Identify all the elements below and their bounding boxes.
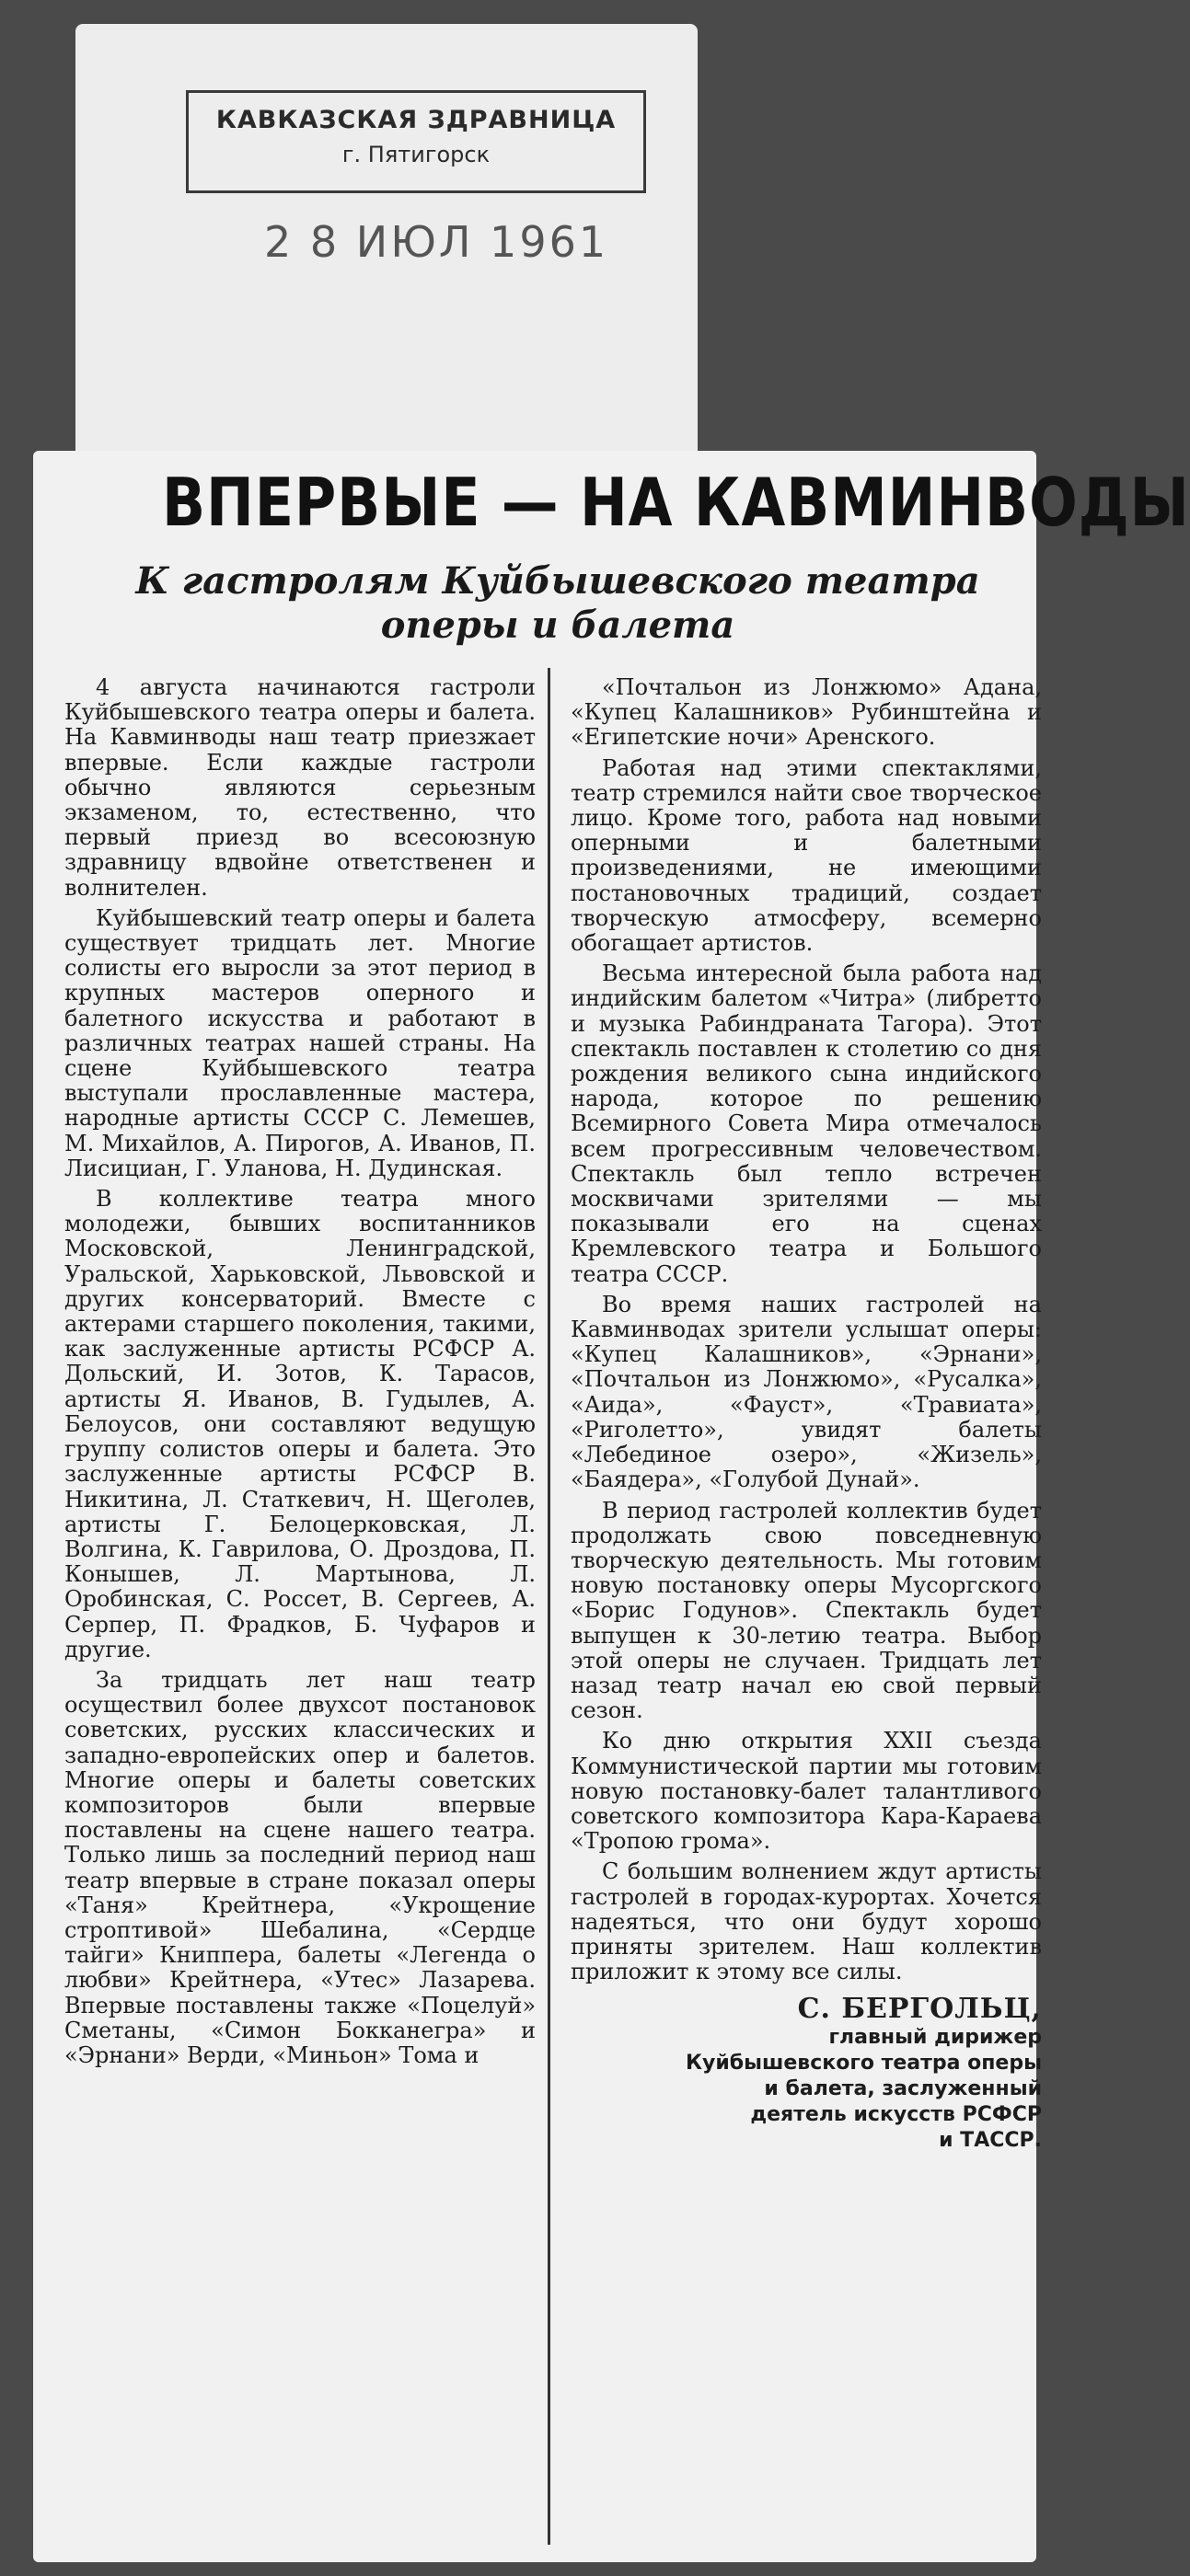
paragraph: Работая над этими спектаклями, театр стремился найти свое творческое лицо. Кроме того, работа над новыми оперными и балетными произведениями, не имеющими постановочных традиций, создает творческую атмосферу, всемерно обогащает артистов. <box>571 754 1042 957</box>
paragraph: «Почтальон из Лонжюмо» Адана, «Купец Калашников» Рубинштейна и «Египетские ночи» Аренского. <box>571 674 1042 751</box>
paragraph: С большим волнением ждут артисты гастролей в городах-курортах. Хочется надеяться, что они будут хорошо приняты зрителем. Наш коллектив приложит к этому все силы. <box>571 1858 1042 1985</box>
stamp-newspaper-name: КАВКАЗСКАЯ ЗДРАВНИЦА <box>215 106 617 134</box>
paragraph: В коллективе театра много молодежи, бывших воспитанников Московской, Ленинградской, Уральской, Харьковской, Львовской и других консерваторий. Вместе с актерами старшего поколения, такими, как заслуженные артисты РСФСР А. Дольский, И. Зотов, К. Тарасов, артисты Я. Иванов, В. Гудылев, А. Белоусов, они составляют ведущую группу солистов оперы и балета. Это заслуженные артисты РСФСР В. Никитина, Л. Статкевич, Н. Щеголев, артисты Г. Белоцерковская, Л. Волгина, К. Гаврилова, О. Дроздова, П. Конышев, Л. Мартынова, Л. Оробинская, С. Россет, В. Сергеев, А. Серпер, П. Фрадков, Б. Чуфаров и другие. <box>64 1186 536 1662</box>
author-signature <box>571 1994 1042 2154</box>
paragraph: Ко дню открытия XXII съезда Коммунистической партии мы готовим новую постановку-балет талантливого советского композитора Кара-Караева «Тропою грома». <box>571 1728 1042 1855</box>
paragraph: 4 августа начинаются гастроли Куйбышевского театра оперы и балета. На Кавминводы наш театр приезжает впервые. Если каждые гастроли обычно являются серьезным экзаменом, то, естественно, что первый приезд во всесоюзную здравницу вдвойне ответственен и волнителен. <box>64 674 536 901</box>
newspaper-stamp <box>186 90 646 193</box>
column-divider <box>548 668 550 2545</box>
paragraph: В период гастролей коллектив будет продолжать свою повседневную творческую деятельность. Мы готовим новую постановку оперы Мусоргского «Борис Годунов». Спектакль будет выпущен к 30-летию театра. Выбор этой оперы не случаен. Тридцать лет назад театр начал ею свой первый сезон. <box>571 1497 1042 1724</box>
paragraph: Во время наших гастролей на Кавминводах зрители услышат оперы: «Купец Калашников», «Эрнани», «Почтальон из Лонжюмо», «Русалка», «Аида», «Фауст», «Травиата», «Риголетто», увидят балеты «Лебединое озеро», «Жизель», «Баядера», «Голубой Дунай». <box>571 1291 1042 1493</box>
article-subheadline: К гастролям Куйбышевского театра оперы и балета <box>135 559 980 647</box>
left-column <box>64 675 536 2534</box>
newspaper-clipping <box>33 451 1190 2562</box>
paragraph: За тридцать лет наш театр осуществил более двухсот постановок советских, русских классических и западно-европейских опер и балетов. Многие оперы и балеты советских композиторов были впервые поставлены на сцене нашего театра. Только лишь за последний период наш театр впервые в стране показал оперы «Таня» Крейтнера, «Укрощение строптивой» Шебалина, «Сердце тайги» Книппера, балеты «Легенда о любви» Крейтнера, «Утес» Лазарева. Впервые поставлены также «Поцелуй» Сметаны, «Симон Бокканегра» и «Эрнани» Верди, «Миньон» Тома и <box>64 1666 536 2068</box>
right-column <box>571 675 1042 2534</box>
stamp-city: г. Пятигорск <box>341 142 491 167</box>
author-title: главный дирижер Куйбышевского театра оперы и балета, заслуженный деятель искусств РСФСР и ТАССР. <box>686 2026 1042 2153</box>
author-name: С. БЕРГОЛЬЦ, <box>797 1993 1042 2026</box>
stamp-card <box>75 24 698 484</box>
stamp-date: 2 8 ИЮЛ 1961 <box>264 217 609 267</box>
paragraph: Куйбышевский театр оперы и балета существует тридцать лет. Многие солисты его выросли за этот период в крупных мастеров оперного и балетного искусства и работают в различных театрах нашей страны. На сцене Куйбышевского театра выступали прославленные мастера, народные артисты СССР С. Лемешев, М. Михайлов, А. Пирогов, А. Иванов, П. Лисициан, Г. Уланова, Н. Дудинская. <box>64 904 536 1181</box>
article-headline: ВПЕРВЫЕ — НА КАВМИНВОДЫ <box>162 464 1190 541</box>
paragraph: Весьма интересной была работа над индийским балетом «Читра» (либретто и музыка Рабиндраната Тагора). Этот спектакль поставлен к столетию со дня рождения великого сына индийского народа, которое по решению Всемирного Совета Мира отмечалось всем прогрессивным человечеством. Спектакль был тепло встречен москвичами зрителями — мы показывали его на сценах Кремлевского театра и Большого театра СССР. <box>571 960 1042 1287</box>
